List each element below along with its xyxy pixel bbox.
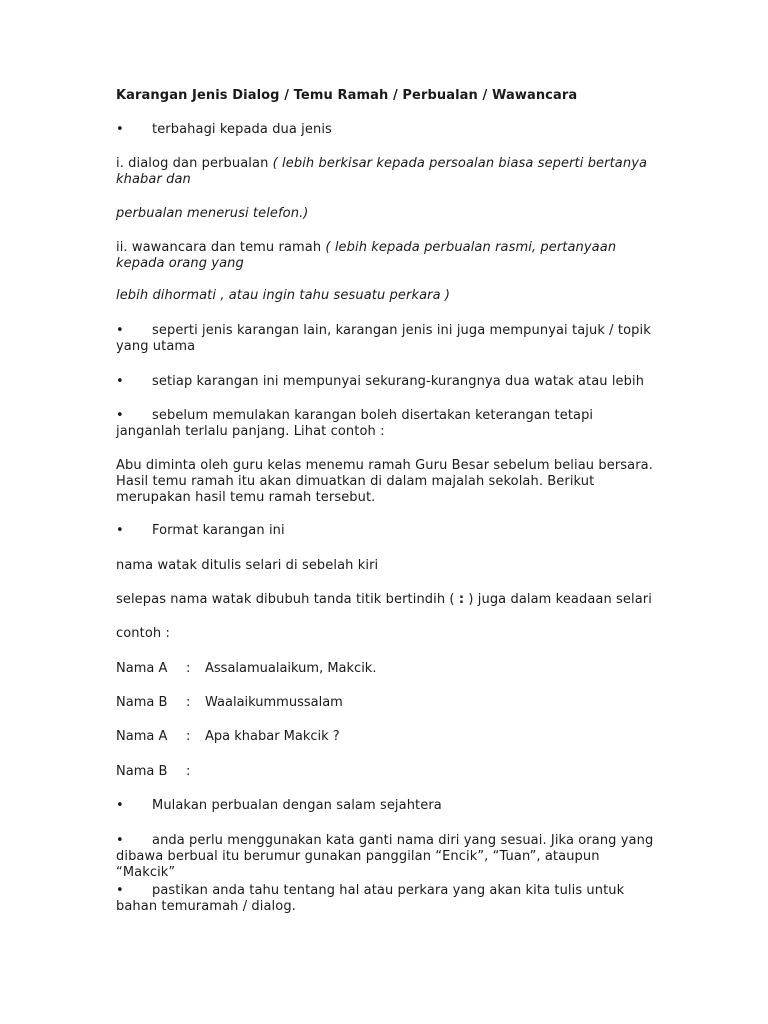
paragraph-italic-continued: lebih dihormati , atau ingin tahu sesuatu perkara )	[116, 288, 451, 303]
paragraph: nama watak ditulis selari di sebelah kiri	[116, 558, 379, 573]
speaker-name: Nama A	[116, 729, 168, 744]
speaker-colon: :	[186, 729, 191, 744]
bullet-marker: •	[116, 122, 124, 137]
speaker-colon: :	[186, 695, 191, 710]
paragraph-text: ii. wawancara dan temu ramah	[116, 240, 326, 255]
dialog-line	[116, 729, 340, 745]
bullet-text: anda perlu menggunakan kata ganti nama diri yang sesuai. Jika orang yang dibawa berbual itu berumur gunakan panggilan “Encik”, “Tuan”, ataupun “Makcik”	[116, 833, 654, 880]
bullet-marker: •	[116, 374, 124, 389]
bullet-item	[116, 374, 656, 390]
paragraph-text: selepas nama watak dibubuh tanda titik bertindih (	[116, 592, 459, 607]
bullet-item	[116, 122, 656, 138]
bullet-item	[116, 523, 656, 539]
document-title: Karangan Jenis Dialog / Temu Ramah / Perbualan / Wawancara	[116, 88, 578, 103]
speaker-colon: :	[186, 764, 191, 779]
speaker-colon: :	[186, 661, 191, 676]
bullet-item	[116, 833, 656, 881]
paragraph-interview-type	[116, 240, 656, 272]
bullet-text: pastikan anda tahu tentang hal atau perkara yang akan kita tulis untuk bahan temuramah / dialog.	[116, 883, 625, 914]
paragraph-text: ) juga dalam keadaan selari	[464, 592, 652, 607]
dialog-line	[116, 695, 343, 711]
example-paragraph: Abu diminta oleh guru kelas menemu ramah Guru Besar sebelum beliau bersara. Hasil temu ramah itu akan dimuatkan di dalam majalah sekolah. Berikut merupakan hasil temu ramah tersebut.	[116, 458, 653, 505]
bullet-marker: •	[116, 323, 124, 338]
paragraph-text: i. dialog dan perbualan	[116, 156, 273, 171]
speaker-name: Nama A	[116, 661, 168, 676]
bullet-marker: •	[116, 883, 124, 898]
paragraph-italic-text: ( lebih berkisar kepada persoalan biasa seperti bertanya khabar dan	[116, 156, 648, 187]
bullet-item	[116, 883, 656, 915]
dialog-text: Assalamualaikum, Makcik.	[205, 661, 377, 676]
colon-symbol: :	[458, 592, 465, 607]
bullet-text: Format karangan ini	[152, 523, 285, 538]
paragraph	[116, 592, 656, 608]
paragraph-italic-continued: perbualan menerusi telefon.)	[116, 206, 309, 221]
bullet-text: Mulakan perbualan dengan salam sejahtera	[152, 798, 442, 813]
bullet-marker: •	[116, 798, 124, 813]
dialog-text: Apa khabar Makcik ?	[205, 729, 340, 744]
example-label: contoh :	[116, 626, 170, 641]
bullet-item	[116, 798, 656, 814]
bullet-item	[116, 408, 656, 440]
dialog-line	[116, 764, 205, 780]
paragraph-italic-text: ( lebih kepada perbualan rasmi, pertanyaan kepada orang yang	[116, 240, 617, 271]
bullet-text: seperti jenis karangan lain, karangan jenis ini juga mempunyai tajuk / topik yang utama	[116, 323, 651, 354]
bullet-marker: •	[116, 833, 124, 848]
paragraph-dialog-type	[116, 156, 656, 188]
speaker-name: Nama B	[116, 764, 168, 779]
bullet-marker: •	[116, 523, 124, 538]
bullet-text: sebelum memulakan karangan boleh disertakan keterangan tetapi janganlah terlalu panjang. Lihat contoh :	[116, 408, 594, 439]
dialog-line	[116, 661, 376, 677]
dialog-text: Waalaikummussalam	[205, 695, 343, 710]
bullet-marker: •	[116, 408, 124, 423]
bullet-text: setiap karangan ini mempunyai sekurang-kurangnya dua watak atau lebih	[152, 374, 645, 389]
bullet-text: terbahagi kepada dua jenis	[152, 122, 332, 137]
bullet-item	[116, 323, 656, 355]
speaker-name: Nama B	[116, 695, 168, 710]
